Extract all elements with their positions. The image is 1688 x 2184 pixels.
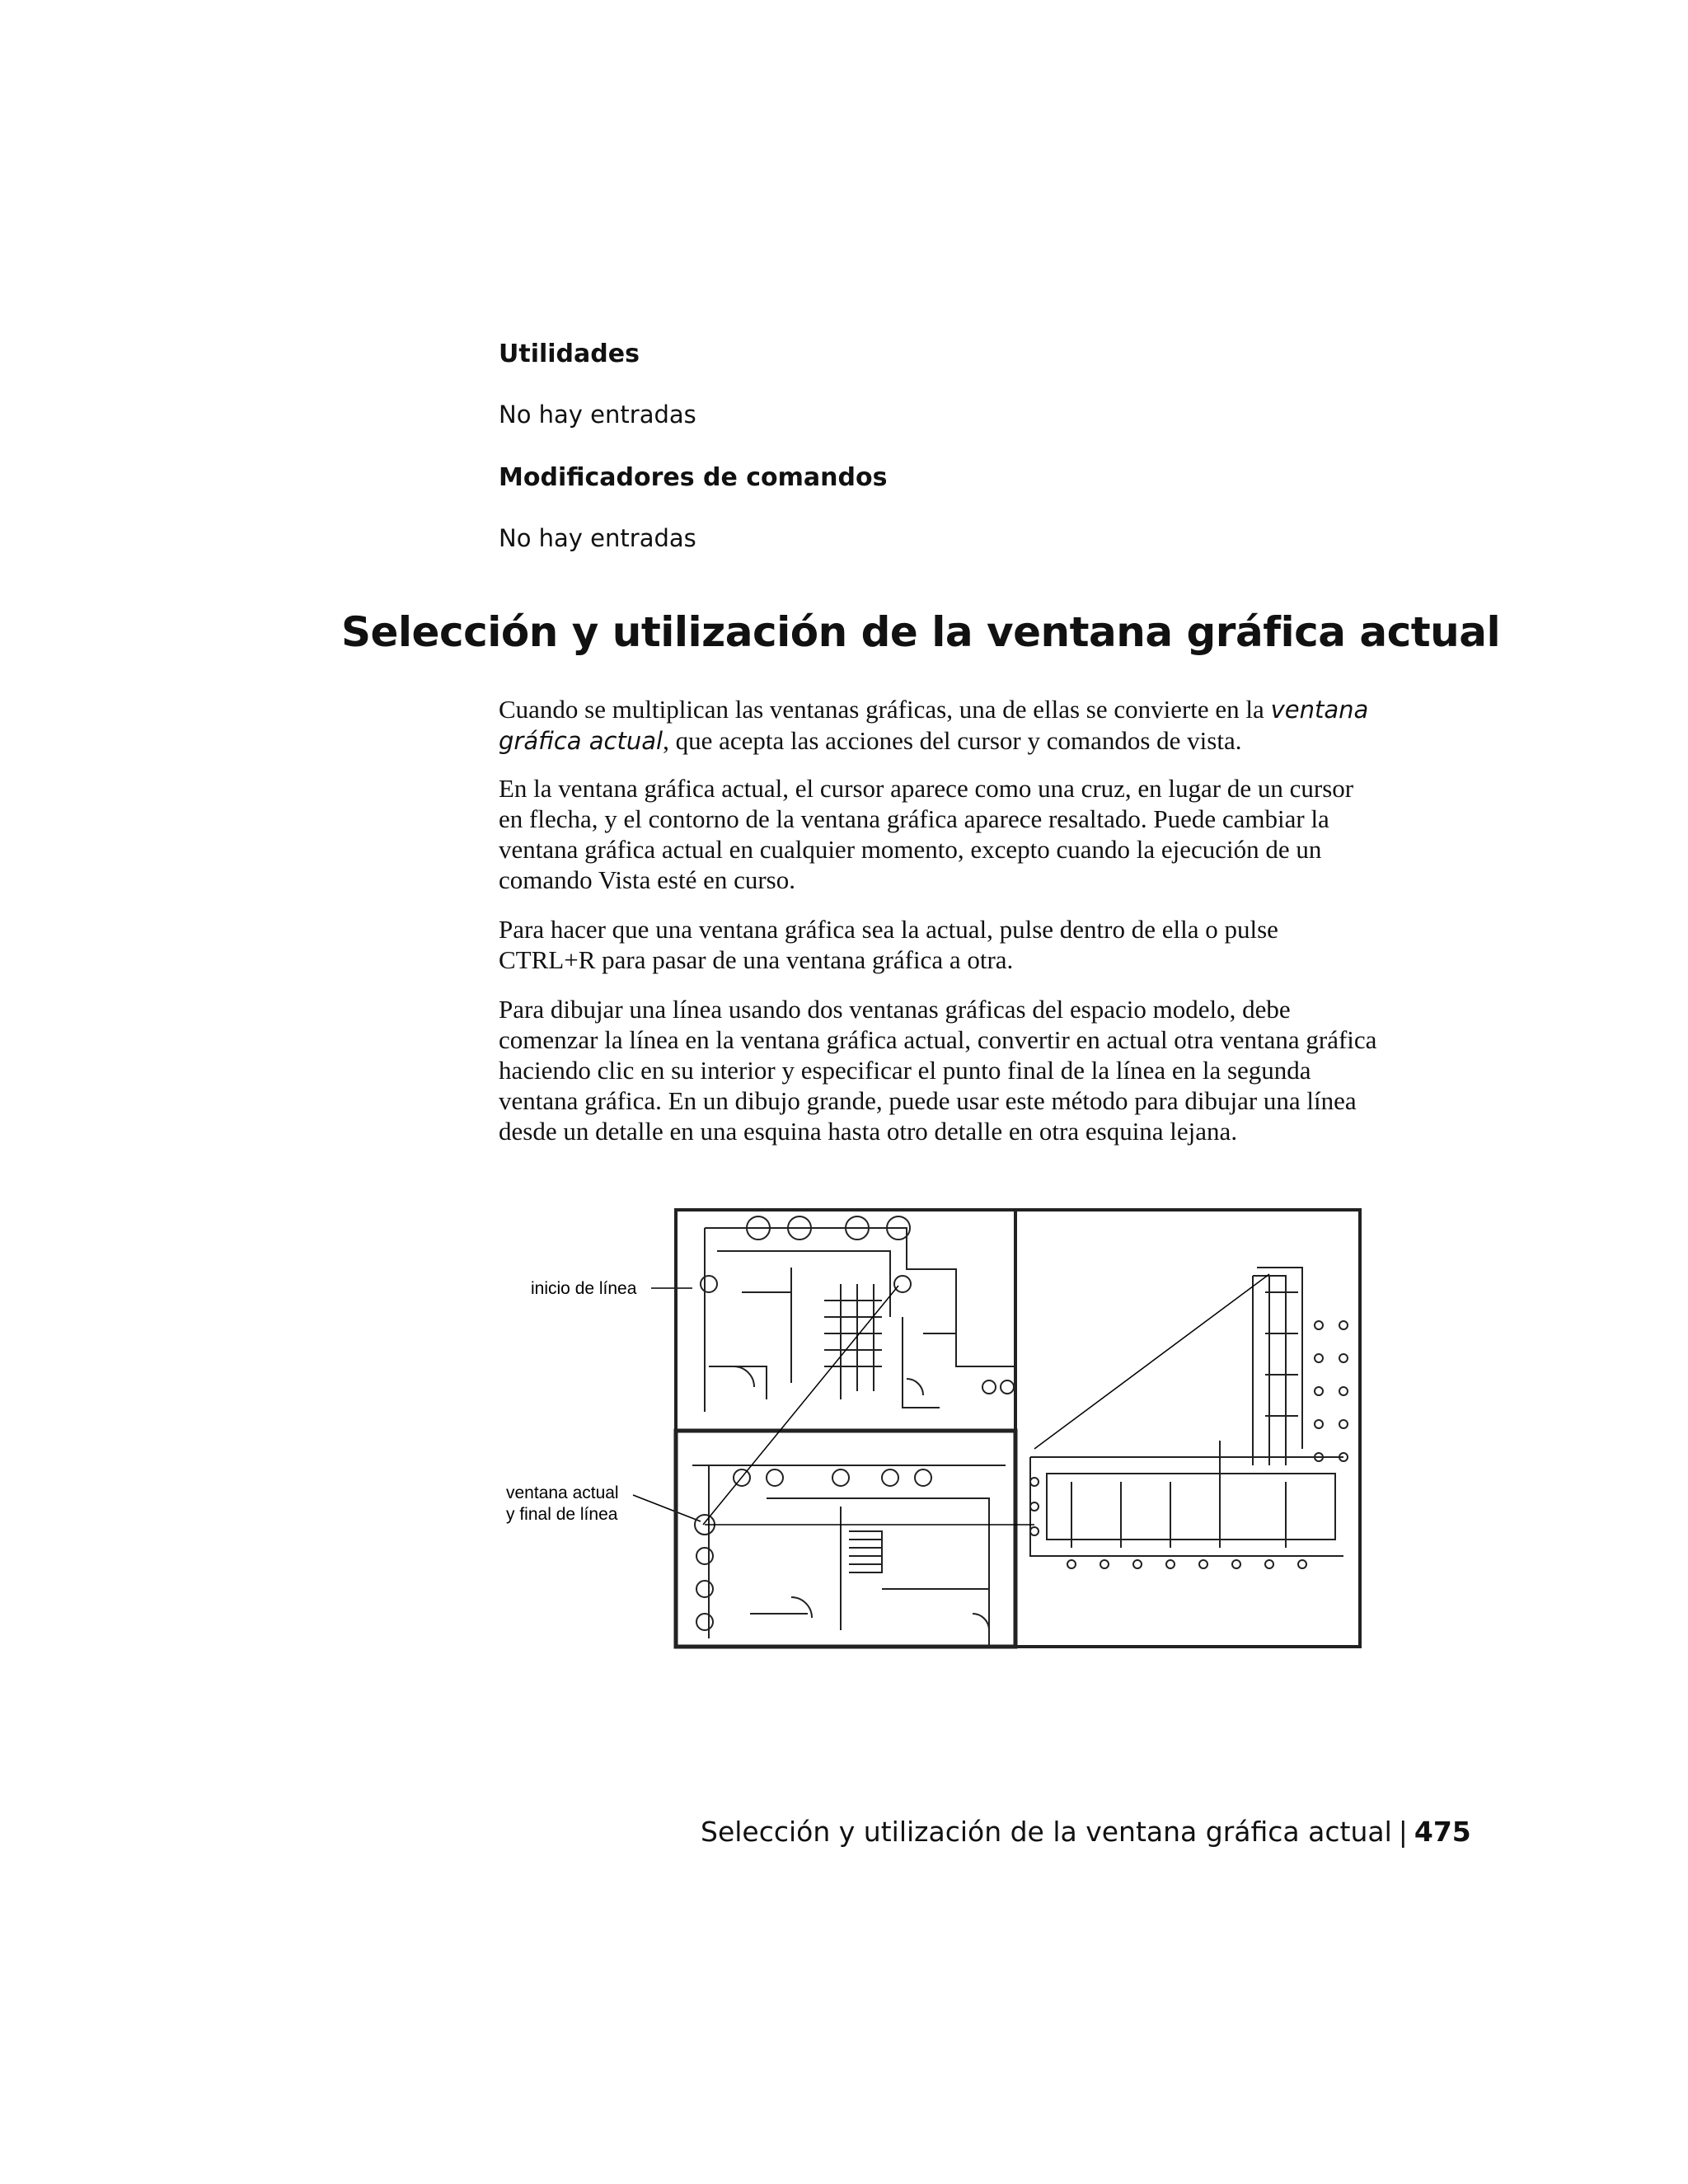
section-heading-utilidades: Utilidades [499,340,640,368]
section-text-modificadores: No hay entradas [499,524,696,552]
drawn-line [703,1274,1269,1525]
page-footer [701,1816,1471,1848]
paragraph-4 [499,994,1381,1146]
page-title: Selección y utilización de la ventana gráfica actual [341,608,1501,656]
label-final-de-linea: y final de línea [506,1505,618,1524]
paragraph-2 [499,773,1381,895]
section-text-utilidades: No hay entradas [499,401,696,429]
paragraph-1-start: Cuando se multiplican las ventanas gráficas, una de ellas se convierte en la [499,695,1264,724]
leader-final [633,1495,701,1521]
footer-text: Selección y utilización de la ventana gráfica actual [701,1816,1392,1848]
viewport-bottom-left [676,1431,1015,1647]
paragraph-1 [499,694,1381,757]
paragraph-1-emphasis: ventana gráfica actual [499,696,1369,755]
label-inicio-de-linea: inicio de línea [531,1279,637,1298]
label-ventana-actual: ventana actual [506,1483,619,1502]
page-number: 475 [1414,1816,1471,1848]
viewport-top-left [676,1210,1015,1431]
viewports-figure [495,1202,1368,1655]
viewports-illustration [495,1202,1368,1655]
section-heading-modificadores: Modificadores de comandos [499,463,888,492]
paragraph-3 [499,914,1381,975]
paragraph-3-text: Para hacer que una ventana gráfica sea la actual, pulse dentro de ella o pulse CTRL+R para pasar de una ventana gráfica a otra. [499,915,1278,974]
viewport-right [1015,1210,1360,1647]
paragraph-1-end: , que acepta las acciones del cursor y comandos de vista. [663,726,1242,755]
footer-separator: | [1398,1816,1408,1848]
paragraph-2-text: En la ventana gráfica actual, el cursor aparece como una cruz, en lugar de un cursor en flecha, y el contorno de la ventana gráfica aparece resaltado. Puede cambiar la ventana gráfica actual en cualquier momento, excepto cuando la ejecución de un comando Vista esté en curso. [499,774,1354,894]
paragraph-4-text: Para dibujar una línea usando dos ventanas gráficas del espacio modelo, debe comenzar la línea en la ventana gráfica actual, convertir en actual otra ventana gráfica haciendo clic en su interior y especificar el punto final de la línea en la segunda ventana gráfica. En un dibujo grande, puede usar este método para dibujar una línea desde un detalle en una esquina hasta otro detalle en otra esquina lejana. [499,995,1377,1146]
